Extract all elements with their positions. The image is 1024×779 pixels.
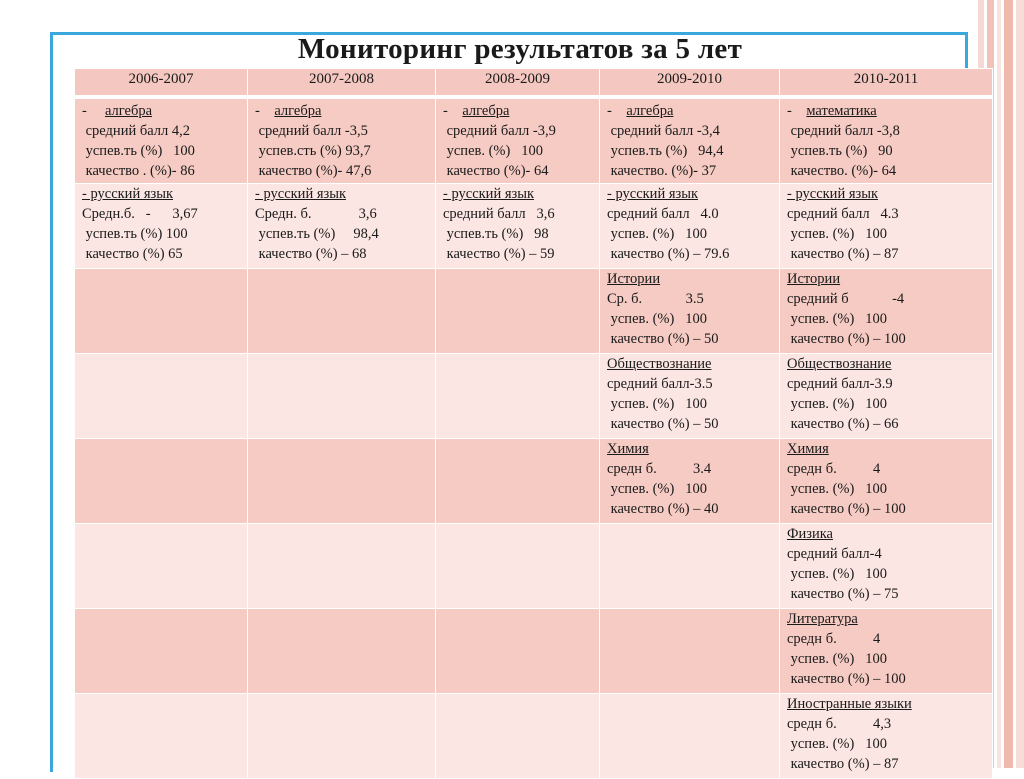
- subject-name: Физика: [787, 526, 833, 542]
- list-dash: -: [255, 103, 275, 119]
- metric-line: качество (%) – 50: [607, 416, 719, 432]
- metric-line: качество . (%)- 86: [82, 163, 195, 179]
- subject-name: Химия: [787, 441, 829, 457]
- metric-line: успев. (%) 100: [787, 311, 887, 327]
- subject-line: [787, 269, 986, 289]
- table-cell: [248, 524, 436, 609]
- table-cell: [248, 184, 436, 269]
- table-row: [75, 184, 993, 269]
- column-header: 2008-2009: [436, 69, 600, 98]
- metric-line: качество (%) – 66: [787, 416, 899, 432]
- table-cell: [600, 354, 780, 439]
- metric-line: качество. (%)- 64: [787, 163, 897, 179]
- metric-line: успев. (%) 100: [787, 226, 887, 242]
- subject-name: - русский язык: [255, 186, 347, 202]
- metric-line: качество (%) 65: [82, 246, 183, 262]
- subject-line: [255, 184, 429, 204]
- table-cell: [75, 694, 248, 779]
- subject-line: [607, 184, 773, 204]
- metric-line: средний балл -3,9: [443, 123, 556, 139]
- table-cell: [436, 439, 600, 524]
- table-cell: [780, 694, 993, 779]
- table-cell: [436, 184, 600, 269]
- table-cell: [75, 184, 248, 269]
- metric-line: качество (%) – 100: [787, 501, 906, 517]
- subject-line: [787, 354, 986, 374]
- metric-line: успев. (%) 100: [787, 481, 887, 497]
- subject-line: [255, 101, 429, 121]
- table-cell: [75, 609, 248, 694]
- subject-name: алгебра: [104, 103, 153, 119]
- metric-line: средний балл -3,8: [787, 123, 900, 139]
- metric-line: средн б. 4: [787, 461, 881, 477]
- metric-line: качество (%) – 68: [255, 246, 367, 262]
- subject-line: [443, 101, 593, 121]
- table-cell: [780, 184, 993, 269]
- header-row: [75, 69, 993, 98]
- metric-line: качество (%) – 40: [607, 501, 719, 517]
- metric-line: средн б. 4: [787, 631, 881, 647]
- subject-name: Истории: [787, 271, 841, 287]
- metric-line: качество (%)- 64: [443, 163, 549, 179]
- metric-line: успев. (%) 100: [787, 736, 887, 752]
- metric-line: успев. (%) 100: [607, 396, 707, 412]
- table-row: [75, 609, 993, 694]
- subject-name: алгебра: [462, 103, 510, 119]
- metric-line: качество (%)- 47,6: [255, 163, 372, 179]
- metric-line: средний балл 4.0: [607, 206, 719, 222]
- subject-line: [787, 609, 986, 629]
- metric-line: успев.ть (%) 94,4: [607, 143, 724, 159]
- metric-line: Средн. б. 3,6: [255, 206, 377, 222]
- table-cell: [248, 354, 436, 439]
- subject-line: [82, 184, 241, 204]
- table-cell: [248, 269, 436, 354]
- table-row: [75, 439, 993, 524]
- metric-line: качество (%) – 100: [787, 671, 906, 687]
- metric-line: успев. (%) 100: [607, 226, 707, 242]
- metric-line: успев.ть (%) 100: [82, 143, 195, 159]
- table-body: [75, 97, 993, 779]
- subject-line: [787, 694, 986, 714]
- results-table: [74, 68, 993, 779]
- subject-name: Иностранные языки: [787, 696, 912, 712]
- subject-line: [787, 101, 986, 121]
- table-cell: [248, 439, 436, 524]
- metric-line: успев. (%) 100: [607, 311, 707, 327]
- metric-line: Средн.б. - 3,67: [82, 206, 198, 222]
- subject-name: - русский язык: [607, 186, 699, 202]
- metric-line: качество (%) – 87: [787, 756, 899, 772]
- table-cell: [75, 97, 248, 184]
- subject-line: [82, 101, 241, 121]
- table-cell: [75, 524, 248, 609]
- table-cell: [780, 97, 993, 184]
- subject-name: Литература: [787, 611, 858, 627]
- metric-line: средн б. 4,3: [787, 716, 892, 732]
- subject-line: [787, 184, 986, 204]
- column-header: 2007-2008: [248, 69, 436, 98]
- metric-line: успев.сть (%) 93,7: [255, 143, 371, 159]
- subject-name: Обществознание: [787, 356, 892, 372]
- table-cell: [436, 694, 600, 779]
- slide-title: Мониторинг результатов за 5 лет: [297, 33, 743, 65]
- subject-line: [607, 439, 773, 459]
- metric-line: средний балл 4.3: [787, 206, 899, 222]
- table-row: [75, 694, 993, 779]
- table-cell: [436, 354, 600, 439]
- subject-line: [443, 184, 593, 204]
- metric-line: качество (%) – 100: [787, 331, 906, 347]
- subject-name: алгебра: [626, 103, 674, 119]
- subject-name: Химия: [607, 441, 649, 457]
- metric-line: качество (%) – 87: [787, 246, 899, 262]
- metric-line: средний балл 3,6: [443, 206, 555, 222]
- table-cell: [600, 269, 780, 354]
- subject-name: Истории: [607, 271, 661, 287]
- list-dash: -: [787, 103, 807, 119]
- table-cell: [780, 269, 993, 354]
- metric-line: качество. (%)- 37: [607, 163, 717, 179]
- metric-line: успев.ть (%) 100: [82, 226, 188, 242]
- table-cell: [248, 97, 436, 184]
- metric-line: успев. (%) 100: [787, 566, 887, 582]
- table-cell: [75, 354, 248, 439]
- list-dash: -: [607, 103, 627, 119]
- metric-line: качество (%) – 59: [443, 246, 555, 262]
- list-dash: -: [443, 103, 463, 119]
- table-cell: [780, 354, 993, 439]
- subject-name: - русский язык: [443, 186, 535, 202]
- subject-line: [787, 524, 986, 544]
- metric-line: средний балл-3.9: [787, 376, 893, 392]
- subject-line: [787, 439, 986, 459]
- column-header: 2006-2007: [75, 69, 248, 98]
- table-cell: [248, 694, 436, 779]
- table-cell: [780, 439, 993, 524]
- metric-line: качество (%) – 79.6: [607, 246, 730, 262]
- subject-name: - русский язык: [787, 186, 879, 202]
- subject-name: - русский язык: [82, 186, 174, 202]
- metric-line: Ср. б. 3.5: [607, 291, 704, 307]
- table-cell: [600, 694, 780, 779]
- metric-line: качество (%) – 75: [787, 586, 899, 602]
- table-cell: [436, 609, 600, 694]
- metric-line: средний балл-4: [787, 546, 882, 562]
- metric-line: успев. (%) 100: [787, 651, 887, 667]
- table-cell: [75, 269, 248, 354]
- list-dash: -: [82, 103, 105, 119]
- metric-line: средний балл-3.5: [607, 376, 713, 392]
- metric-line: успев.ть (%) 98: [443, 226, 549, 242]
- table-cell: [600, 609, 780, 694]
- metric-line: успев.ть (%) 98,4: [255, 226, 379, 242]
- table-cell: [436, 524, 600, 609]
- subject-line: [607, 269, 773, 289]
- column-header: 2010-2011: [780, 69, 993, 98]
- metric-line: средний балл -3,4: [607, 123, 720, 139]
- metric-line: средний балл 4,2: [82, 123, 190, 139]
- subject-line: [607, 354, 773, 374]
- metric-line: успев. (%) 100: [443, 143, 543, 159]
- table-row: [75, 269, 993, 354]
- table-cell: [75, 439, 248, 524]
- table-row: [75, 97, 993, 184]
- table-cell: [436, 269, 600, 354]
- subject-line: [607, 101, 773, 121]
- table-cell: [780, 524, 993, 609]
- metric-line: качество (%) – 50: [607, 331, 719, 347]
- subject-name: математика: [806, 103, 877, 119]
- table-cell: [600, 524, 780, 609]
- table-cell: [248, 609, 436, 694]
- table-cell: [600, 184, 780, 269]
- table-cell: [436, 97, 600, 184]
- metric-line: средний б -4: [787, 291, 905, 307]
- table-row: [75, 524, 993, 609]
- table-cell: [780, 609, 993, 694]
- metric-line: успев.ть (%) 90: [787, 143, 893, 159]
- metric-line: средний балл -3,5: [255, 123, 368, 139]
- metric-line: успев. (%) 100: [607, 481, 707, 497]
- metric-line: средн б. 3.4: [607, 461, 712, 477]
- table-cell: [600, 97, 780, 184]
- table-cell: [600, 439, 780, 524]
- metric-line: успев. (%) 100: [787, 396, 887, 412]
- table-row: [75, 354, 993, 439]
- column-header: 2009-2010: [600, 69, 780, 98]
- subject-name: алгебра: [274, 103, 322, 119]
- subject-name: Обществознание: [607, 356, 712, 372]
